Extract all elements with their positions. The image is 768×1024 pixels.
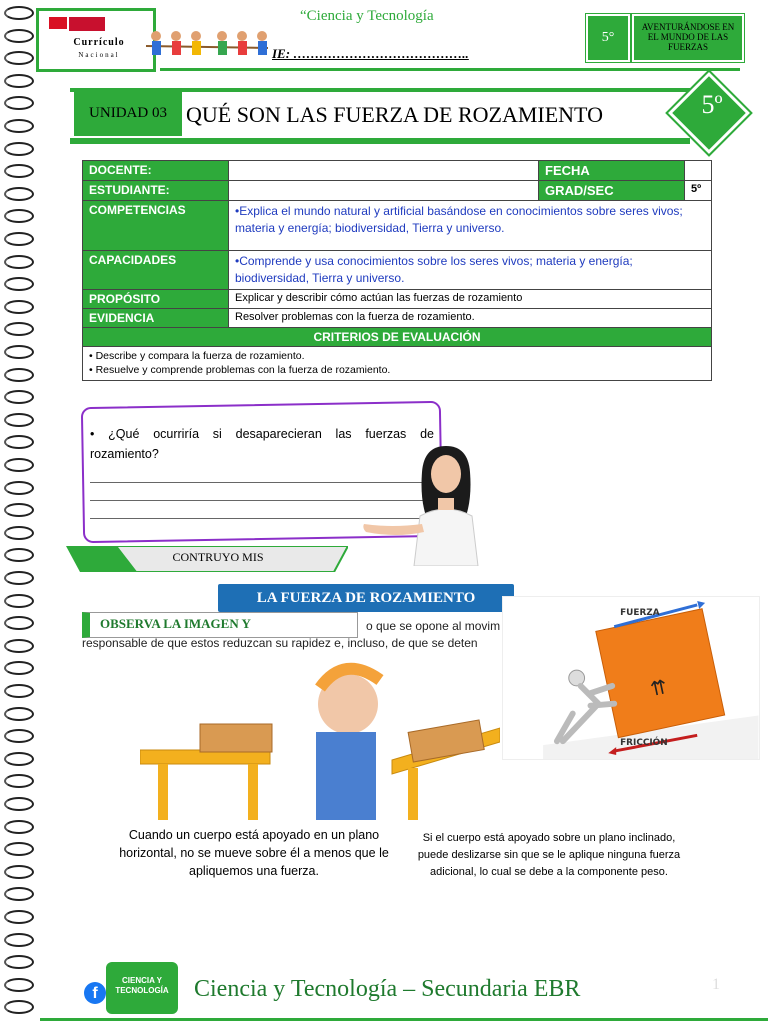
info-table	[82, 160, 712, 381]
spiral-ring	[4, 119, 34, 133]
unit-title: QUÉ SON LAS FUERZA DE ROZAMIENTO	[186, 102, 603, 127]
spiral-ring	[4, 774, 34, 788]
capacidades-label: CAPACIDADES	[83, 251, 229, 290]
tug-of-war-illustration	[142, 28, 272, 68]
theme-box: AVENTURÁNDOSE EN EL MUNDO DE LAS FUERZAS	[632, 14, 744, 62]
spiral-ring	[4, 910, 34, 924]
spiral-ring	[4, 368, 34, 382]
spiral-binding	[0, 0, 40, 1024]
spiral-ring	[4, 729, 34, 743]
spiral-ring	[4, 887, 34, 901]
estudiante-value[interactable]	[229, 181, 539, 201]
spiral-ring	[4, 322, 34, 336]
spiral-ring	[4, 413, 34, 427]
paragraph-line-1: o que se opone al movim	[366, 619, 501, 633]
question-text: • ¿Qué ocurriría si desaparecieran las fuerzas de rozamiento?	[90, 427, 434, 461]
fecha-value[interactable]	[685, 161, 712, 181]
spiral-ring	[4, 435, 34, 449]
footer-divider	[40, 1018, 768, 1021]
spiral-ring	[4, 142, 34, 156]
spiral-ring	[4, 594, 34, 608]
facebook-icon[interactable]: f	[84, 982, 106, 1004]
spiral-ring	[4, 209, 34, 223]
proposito-value: Explicar y describir cómo actúan las fuerzas de rozamiento	[229, 289, 712, 308]
spiral-ring	[4, 661, 34, 675]
spiral-ring	[4, 842, 34, 856]
spiral-ring	[4, 51, 34, 65]
fecha-label: FECHA	[539, 161, 685, 181]
spiral-ring	[4, 526, 34, 540]
footer-title: Ciencia y Tecnología – Secundaria EBR	[194, 976, 581, 1002]
unit-label: UNIDAD 03	[74, 90, 182, 136]
spiral-ring	[4, 6, 34, 20]
spiral-ring	[4, 503, 34, 517]
spiral-ring	[4, 74, 34, 88]
criterios-header: CRITERIOS DE EVALUACIÓN	[83, 327, 712, 346]
spiral-ring	[4, 187, 34, 201]
construyo-label: CONTRUYO MIS	[172, 550, 264, 564]
evidencia-label: EVIDENCIA	[83, 308, 229, 327]
logo-subtitle: Nacional	[78, 51, 120, 59]
spiral-ring	[4, 752, 34, 766]
observe-label: OBSERVA LA IMAGEN Y	[100, 616, 251, 631]
curriculo-logo	[36, 8, 156, 72]
spiral-ring	[4, 255, 34, 269]
svg-text:⇈: ⇈	[648, 675, 670, 702]
spiral-ring	[4, 865, 34, 879]
spiral-ring	[4, 1000, 34, 1014]
student-girl-illustration	[362, 440, 502, 566]
spiral-ring	[4, 345, 34, 359]
ie-field: IE: …………………………………..	[272, 46, 469, 61]
spiral-ring	[4, 300, 34, 314]
spiral-ring	[4, 707, 34, 721]
docente-label: DOCENTE:	[83, 161, 229, 181]
grade-diamond-label: 5º	[701, 90, 723, 119]
spiral-ring	[4, 96, 34, 110]
gradsec-label: GRAD/SEC	[539, 181, 685, 201]
spiral-ring	[4, 232, 34, 246]
capacidades-value: •Comprende y usa conocimientos sobre los seres vivos; materia y energía; biodiversidad, Tierra y universo.	[229, 251, 712, 290]
spiral-ring	[4, 616, 34, 630]
caption-inclined: Si el cuerpo está apoyado sobre un plano inclinado, puede deslizarse sin que se le aplique ninguna fuerza adicional, lo cual se debe a la componente peso.	[417, 832, 681, 879]
spiral-ring	[4, 797, 34, 811]
friction-label: FRICCIÓN	[620, 738, 668, 749]
spiral-ring	[4, 29, 34, 43]
friction-diagram-image	[502, 596, 760, 760]
logo-title: Currículo	[73, 37, 125, 48]
spiral-ring	[4, 548, 34, 562]
spiral-ring	[4, 933, 34, 947]
spiral-ring	[4, 571, 34, 585]
spiral-ring	[4, 820, 34, 834]
evidencia-value: Resolver problemas con la fuerza de rozamiento.	[229, 308, 712, 327]
spiral-ring	[4, 458, 34, 472]
spiral-ring	[4, 481, 34, 495]
ministry-badge-icon	[69, 17, 105, 31]
competencias-label: COMPETENCIAS	[83, 201, 229, 251]
gradsec-value: 5º	[685, 181, 712, 201]
spiral-ring	[4, 684, 34, 698]
spiral-ring	[4, 955, 34, 969]
spiral-ring	[4, 639, 34, 653]
docente-value[interactable]	[229, 161, 539, 181]
spiral-ring	[4, 277, 34, 291]
criterio-item: • Describe y compara la fuerza de rozamiento.	[89, 349, 305, 362]
spiral-ring	[4, 164, 34, 178]
paragraph-line-2: responsable de que estos reduzcan su rapidez e, incluso, de que se deten	[82, 636, 478, 650]
spiral-ring	[4, 978, 34, 992]
header-title: “Ciencia y Tecnología	[300, 8, 434, 24]
proposito-label: PROPÓSITO	[83, 289, 229, 308]
spiral-ring	[4, 390, 34, 404]
caption-horizontal: Cuando un cuerpo está apoyado en un plano horizontal, no se mueve sobre él a menos que le apliquemos una fuerza.	[119, 828, 389, 879]
footer-logo: CIENCIA Y TECNOLOGÍA	[106, 962, 178, 1014]
criterio-item: • Resuelve y comprende problemas con la fuerza de rozamiento.	[89, 364, 391, 377]
estudiante-label: ESTUDIANTE:	[83, 181, 229, 201]
competencias-value: •Explica el mundo natural y artificial basándose en conocimientos sobre seres vivos; materia y energía; biodiversidad, Tierra y universo.	[229, 201, 712, 251]
peru-flag-icon	[49, 17, 67, 29]
section-banner: LA FUERZA DE ROZAMIENTO	[218, 584, 514, 612]
grade-box: 5°	[586, 14, 630, 62]
header-divider	[160, 68, 740, 71]
page-number: 1	[712, 976, 720, 993]
box-on-planes-illustration	[140, 660, 500, 820]
force-label: FUERZA	[620, 607, 660, 618]
